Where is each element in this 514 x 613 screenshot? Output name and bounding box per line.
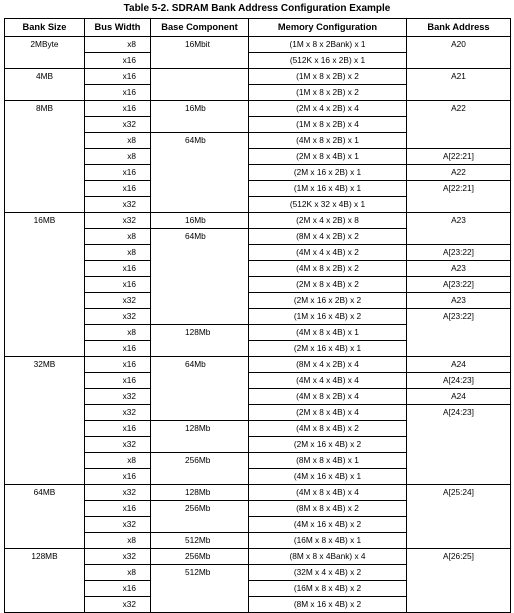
header-memory-configuration: Memory Configuration	[249, 19, 407, 37]
bank-address-cell	[407, 229, 511, 245]
bank-size-cell: 64MB	[5, 485, 85, 501]
table-row	[5, 165, 511, 181]
table-row	[5, 485, 511, 501]
base-component-cell: 64Mb	[151, 229, 249, 245]
bus-width-cell: x32	[85, 389, 151, 405]
table-row	[5, 341, 511, 357]
table-row	[5, 261, 511, 277]
base-component-cell: 256Mb	[151, 549, 249, 565]
memory-configuration-cell: (512K x 16 x 2B) x 1	[249, 53, 407, 69]
base-component-cell	[151, 149, 249, 165]
bank-size-cell	[5, 565, 85, 581]
bus-width-cell: x8	[85, 565, 151, 581]
table-row	[5, 85, 511, 101]
bank-size-cell	[5, 405, 85, 421]
base-component-cell	[151, 389, 249, 405]
bus-width-cell: x8	[85, 453, 151, 469]
bus-width-cell: x16	[85, 101, 151, 117]
memory-configuration-cell: (4M x 8 x 4B) x 1	[249, 325, 407, 341]
bank-address-cell	[407, 341, 511, 357]
base-component-cell: 512Mb	[151, 533, 249, 549]
bank-address-cell: A24	[407, 357, 511, 373]
bus-width-cell: x32	[85, 549, 151, 565]
base-component-cell: 256Mb	[151, 501, 249, 517]
bus-width-cell: x16	[85, 261, 151, 277]
table-row	[5, 405, 511, 421]
bank-address-cell: A[26:25]	[407, 549, 511, 565]
bank-address-cell	[407, 133, 511, 149]
bank-address-cell: A[24:23]	[407, 405, 511, 421]
memory-configuration-cell: (4M x 4 x 4B) x 2	[249, 245, 407, 261]
table-row	[5, 53, 511, 69]
memory-configuration-cell: (4M x 16 x 4B) x 2	[249, 517, 407, 533]
bank-size-cell	[5, 117, 85, 133]
bank-address-cell	[407, 533, 511, 549]
base-component-cell: 16Mb	[151, 213, 249, 229]
memory-configuration-cell: (2M x 16 x 2B) x 2	[249, 293, 407, 309]
table-row	[5, 581, 511, 597]
memory-configuration-cell: (32M x 4 x 4B) x 2	[249, 565, 407, 581]
memory-configuration-cell: (2M x 4 x 2B) x 8	[249, 213, 407, 229]
bank-size-cell	[5, 181, 85, 197]
bank-size-cell	[5, 277, 85, 293]
bank-address-cell	[407, 453, 511, 469]
bank-size-cell: 2MByte	[5, 37, 85, 53]
base-component-cell	[151, 597, 249, 613]
base-component-cell	[151, 53, 249, 69]
bank-size-cell	[5, 469, 85, 485]
base-component-cell	[151, 197, 249, 213]
table-title: Table 5-2. SDRAM Bank Address Configuration Example	[123, 3, 391, 14]
sdram-config-table	[4, 18, 511, 613]
table-row	[5, 181, 511, 197]
bus-width-cell: x8	[85, 245, 151, 261]
table-row	[5, 277, 511, 293]
bank-address-cell: A[23:22]	[407, 309, 511, 325]
table-row	[5, 469, 511, 485]
bank-address-cell: A20	[407, 37, 511, 53]
bank-size-cell	[5, 517, 85, 533]
memory-configuration-cell: (8M x 8 x 4B) x 1	[249, 453, 407, 469]
bus-width-cell: x16	[85, 373, 151, 389]
header-row	[5, 19, 511, 37]
memory-configuration-cell: (1M x 8 x 2B) x 2	[249, 69, 407, 85]
memory-configuration-cell: (4M x 4 x 4B) x 4	[249, 373, 407, 389]
bank-size-cell	[5, 501, 85, 517]
base-component-cell: 16Mb	[151, 101, 249, 117]
base-component-cell: 128Mb	[151, 325, 249, 341]
bank-address-cell	[407, 565, 511, 581]
bus-width-cell: x32	[85, 117, 151, 133]
bank-address-cell	[407, 501, 511, 517]
bus-width-cell: x16	[85, 85, 151, 101]
table-row	[5, 421, 511, 437]
bus-width-cell: x8	[85, 37, 151, 53]
bus-width-cell: x16	[85, 277, 151, 293]
base-component-cell	[151, 373, 249, 389]
base-component-cell	[151, 581, 249, 597]
bank-size-cell: 4MB	[5, 69, 85, 85]
bank-address-cell: A22	[407, 165, 511, 181]
bus-width-cell: x16	[85, 357, 151, 373]
table-row	[5, 549, 511, 565]
base-component-cell: 256Mb	[151, 453, 249, 469]
bus-width-cell: x8	[85, 149, 151, 165]
base-component-cell	[151, 85, 249, 101]
bank-address-cell	[407, 597, 511, 613]
bank-address-cell	[407, 197, 511, 213]
bus-width-cell: x16	[85, 181, 151, 197]
bank-size-cell	[5, 581, 85, 597]
base-component-cell	[151, 117, 249, 133]
table-row	[5, 293, 511, 309]
bus-width-cell: x8	[85, 229, 151, 245]
bank-size-cell	[5, 437, 85, 453]
bus-width-cell: x32	[85, 597, 151, 613]
table-row	[5, 101, 511, 117]
table-row	[5, 245, 511, 261]
memory-configuration-cell: (8M x 8 x 4Bank) x 4	[249, 549, 407, 565]
base-component-cell	[151, 341, 249, 357]
base-component-cell	[151, 469, 249, 485]
memory-configuration-cell: (2M x 16 x 4B) x 1	[249, 341, 407, 357]
bank-address-cell: A24	[407, 389, 511, 405]
memory-configuration-cell: (4M x 8 x 4B) x 4	[249, 485, 407, 501]
base-component-cell	[151, 517, 249, 533]
table-row	[5, 597, 511, 613]
base-component-cell: 16Mbit	[151, 37, 249, 53]
bus-width-cell: x32	[85, 405, 151, 421]
bank-size-cell	[5, 341, 85, 357]
bank-address-cell	[407, 421, 511, 437]
bank-size-cell	[5, 149, 85, 165]
bank-address-cell: A[24:23]	[407, 373, 511, 389]
table-row	[5, 453, 511, 469]
bank-address-cell: A[22:21]	[407, 181, 511, 197]
base-component-cell	[151, 165, 249, 181]
bus-width-cell: x32	[85, 197, 151, 213]
bus-width-cell: x8	[85, 133, 151, 149]
bank-address-cell: A[22:21]	[407, 149, 511, 165]
base-component-cell	[151, 309, 249, 325]
bank-address-cell	[407, 53, 511, 69]
bus-width-cell: x32	[85, 293, 151, 309]
bus-width-cell: x8	[85, 325, 151, 341]
table-row	[5, 213, 511, 229]
bus-width-cell: x32	[85, 213, 151, 229]
bus-width-cell: x16	[85, 53, 151, 69]
table-row	[5, 437, 511, 453]
bank-size-cell	[5, 245, 85, 261]
table-row	[5, 357, 511, 373]
header-base-component: Base Component	[151, 19, 249, 37]
bank-size-cell	[5, 197, 85, 213]
bus-width-cell: x16	[85, 69, 151, 85]
base-component-cell: 512Mb	[151, 565, 249, 581]
memory-configuration-cell: (1M x 8 x 2B) x 2	[249, 85, 407, 101]
memory-configuration-cell: (16M x 8 x 4B) x 2	[249, 581, 407, 597]
memory-configuration-cell: (2M x 8 x 4B) x 1	[249, 149, 407, 165]
header-bank-address: Bank Address	[407, 19, 511, 37]
bus-width-cell: x16	[85, 469, 151, 485]
memory-configuration-cell: (8M x 16 x 4B) x 2	[249, 597, 407, 613]
bank-address-cell	[407, 117, 511, 133]
bank-address-cell	[407, 517, 511, 533]
base-component-cell	[151, 69, 249, 85]
bank-address-cell	[407, 325, 511, 341]
table-row	[5, 533, 511, 549]
memory-configuration-cell: (512K x 32 x 4B) x 1	[249, 197, 407, 213]
memory-configuration-cell: (1M x 8 x 2B) x 4	[249, 117, 407, 133]
bank-size-cell	[5, 261, 85, 277]
bank-size-cell	[5, 165, 85, 181]
memory-configuration-cell: (2M x 8 x 4B) x 2	[249, 277, 407, 293]
table-row	[5, 565, 511, 581]
bank-address-cell: A22	[407, 101, 511, 117]
bank-size-cell	[5, 533, 85, 549]
bus-width-cell: x16	[85, 501, 151, 517]
bank-address-cell	[407, 581, 511, 597]
base-component-cell	[151, 245, 249, 261]
bus-width-cell: x32	[85, 517, 151, 533]
base-component-cell: 64Mb	[151, 357, 249, 373]
bus-width-cell: x16	[85, 581, 151, 597]
bank-address-cell	[407, 85, 511, 101]
table-body	[5, 37, 511, 613]
memory-configuration-cell: (2M x 8 x 4B) x 4	[249, 405, 407, 421]
bank-size-cell	[5, 229, 85, 245]
bank-size-cell	[5, 309, 85, 325]
bank-address-cell: A23	[407, 293, 511, 309]
bank-address-cell	[407, 437, 511, 453]
bank-address-cell: A23	[407, 261, 511, 277]
base-component-cell	[151, 277, 249, 293]
table-row	[5, 133, 511, 149]
bank-address-cell: A[23:22]	[407, 277, 511, 293]
base-component-cell	[151, 261, 249, 277]
base-component-cell: 64Mb	[151, 133, 249, 149]
bus-width-cell: x32	[85, 485, 151, 501]
memory-configuration-cell: (4M x 8 x 2B) x 4	[249, 389, 407, 405]
table-row	[5, 373, 511, 389]
memory-configuration-cell: (4M x 8 x 2B) x 2	[249, 261, 407, 277]
base-component-cell	[151, 405, 249, 421]
bank-size-cell	[5, 597, 85, 613]
memory-configuration-cell: (2M x 4 x 2B) x 4	[249, 101, 407, 117]
table-row	[5, 229, 511, 245]
memory-configuration-cell: (4M x 8 x 2B) x 1	[249, 133, 407, 149]
memory-configuration-cell: (1M x 16 x 4B) x 2	[249, 309, 407, 325]
memory-configuration-cell: (2M x 16 x 4B) x 2	[249, 437, 407, 453]
bank-size-cell	[5, 325, 85, 341]
table-row	[5, 309, 511, 325]
memory-configuration-cell: (1M x 8 x 2Bank) x 1	[249, 37, 407, 53]
bus-width-cell: x8	[85, 533, 151, 549]
bank-size-cell	[5, 85, 85, 101]
bank-size-cell	[5, 53, 85, 69]
memory-configuration-cell: (4M x 8 x 4B) x 2	[249, 421, 407, 437]
memory-configuration-cell: (8M x 4 x 2B) x 2	[249, 229, 407, 245]
header-bank-size: Bank Size	[5, 19, 85, 37]
table-row	[5, 389, 511, 405]
bank-size-cell: 8MB	[5, 101, 85, 117]
table-row	[5, 501, 511, 517]
table-row	[5, 325, 511, 341]
bus-width-cell: x16	[85, 165, 151, 181]
bank-address-cell: A23	[407, 213, 511, 229]
bank-address-cell: A[23:22]	[407, 245, 511, 261]
bank-size-cell: 128MB	[5, 549, 85, 565]
bank-address-cell	[407, 469, 511, 485]
bus-width-cell: x32	[85, 437, 151, 453]
base-component-cell	[151, 181, 249, 197]
bank-size-cell	[5, 421, 85, 437]
bus-width-cell: x16	[85, 341, 151, 357]
base-component-cell	[151, 437, 249, 453]
memory-configuration-cell: (2M x 16 x 2B) x 1	[249, 165, 407, 181]
bank-size-cell: 16MB	[5, 213, 85, 229]
table-row	[5, 37, 511, 53]
bank-size-cell	[5, 389, 85, 405]
memory-configuration-cell: (16M x 8 x 4B) x 1	[249, 533, 407, 549]
base-component-cell	[151, 293, 249, 309]
bank-address-cell: A21	[407, 69, 511, 85]
memory-configuration-cell: (8M x 4 x 2B) x 4	[249, 357, 407, 373]
table-row	[5, 149, 511, 165]
table-row	[5, 117, 511, 133]
memory-configuration-cell: (8M x 8 x 4B) x 2	[249, 501, 407, 517]
bank-size-cell	[5, 373, 85, 389]
header-bus-width: Bus Width	[85, 19, 151, 37]
table-row	[5, 517, 511, 533]
table-row	[5, 197, 511, 213]
bus-width-cell: x32	[85, 309, 151, 325]
bank-size-cell	[5, 133, 85, 149]
base-component-cell: 128Mb	[151, 485, 249, 501]
table-row	[5, 69, 511, 85]
memory-configuration-cell: (1M x 16 x 4B) x 1	[249, 181, 407, 197]
bank-size-cell	[5, 293, 85, 309]
bus-width-cell: x16	[85, 421, 151, 437]
base-component-cell: 128Mb	[151, 421, 249, 437]
bank-size-cell	[5, 453, 85, 469]
memory-configuration-cell: (4M x 16 x 4B) x 1	[249, 469, 407, 485]
bank-address-cell: A[25:24]	[407, 485, 511, 501]
bank-size-cell: 32MB	[5, 357, 85, 373]
